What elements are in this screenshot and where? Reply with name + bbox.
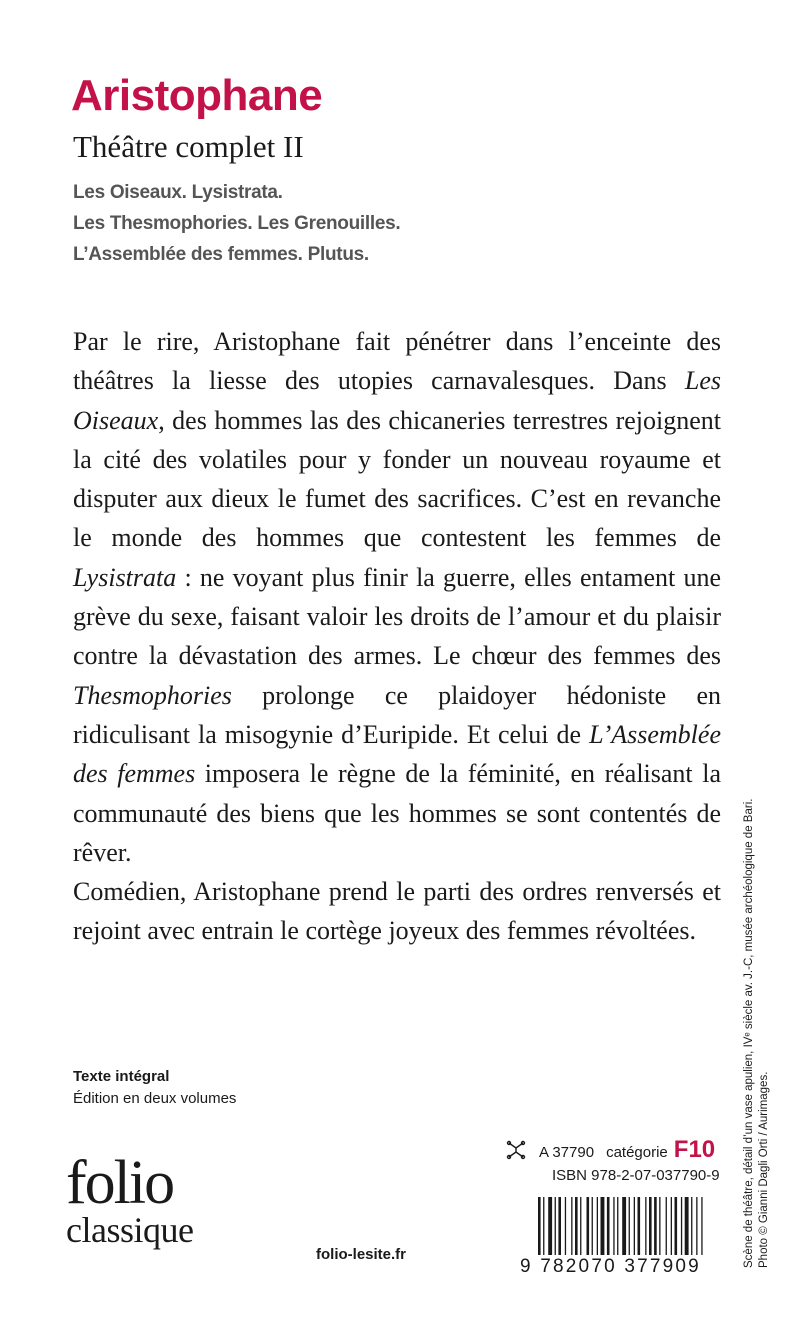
blurb-span: imposera le règne de la féminité, en réalisant la communauté des biens que les hommes se sont contentés de rêver. — [73, 759, 721, 867]
play-title-thesmophories: Thesmophories — [73, 680, 232, 710]
plays-line-1: Les Oiseaux. Lysistrata. — [73, 182, 283, 203]
photo-credit — [742, 738, 772, 1268]
website-link[interactable]: folio-lesite.fr — [316, 1246, 407, 1263]
play-title-oiseaux: Les Oiseaux — [73, 366, 721, 435]
photo-credit-line-1: Scène de théâtre, détail d’un vase apulien, IVᵉ siècle av. J.-C, musée archéologique de Bari. — [743, 798, 755, 1268]
plays-line-3: L’Assemblée des femmes. Plutus. — [73, 244, 369, 265]
blurb-paragraph-2: Comédien, Aristophane prend le parti des ordres renversés et rejoint avec entrain le cortège joyeux des femmes révoltées. — [73, 877, 721, 946]
author-name: Aristophane — [71, 71, 323, 120]
blurb-span: , des hommes las des chicaneries terrestres rejoignent la cité des volatiles pour y fonder un nouveau royaume et disputer aux dieux le fumet des sacrifices. C’est en revanche le monde des hommes que contestent les femmes de — [73, 405, 721, 553]
book-title: Théâtre complet II — [73, 129, 304, 164]
blurb-text — [73, 322, 721, 951]
publisher-emblem-icon — [505, 1139, 527, 1161]
blurb-paragraph-1 — [73, 322, 721, 872]
plays-list — [73, 177, 400, 270]
plays-line-2: Les Thesmophories. Les Grenouilles. — [73, 213, 401, 234]
play-title-lysistrata: Lysistrata — [73, 562, 177, 592]
barcode-icon — [538, 1197, 718, 1255]
folio-logo-line-1: folio — [66, 1149, 174, 1217]
blurb-span: prolonge ce plaidoyer hédoniste en ridiculisant la misogynie d’Euripide. Et celui de — [73, 680, 721, 749]
edition-info — [73, 1066, 236, 1110]
folio-logo-line-2: classique — [66, 1210, 194, 1250]
category-code: F10 — [673, 1136, 716, 1163]
catalog-codes — [505, 1136, 720, 1184]
catalog-row — [505, 1136, 720, 1164]
isbn: ISBN 978-2-07-037790-9 — [552, 1167, 720, 1184]
blurb-span: : ne voyant plus finir la guerre, elles entament une grève du sexe, faisant valoir les droits de l’amour et du plaisir contre la dévastation des armes. Le chœur des femmes des — [73, 562, 721, 671]
article-code: A 37790 — [539, 1144, 595, 1161]
category-label: catégorie — [606, 1144, 668, 1161]
blurb-span: Par le rire, Aristophane fait pénétrer dans l’enceinte des théâtres la liesse des utopies carnavalesques. Dans — [73, 327, 721, 396]
barcode-digits: 9 782070 377909 — [520, 1256, 701, 1277]
edition-line-1: Texte intégral — [73, 1068, 170, 1085]
edition-line-2: Édition en deux volumes — [73, 1090, 237, 1107]
folio-classique-logo — [66, 1149, 194, 1250]
photo-credit-line-2: Photo © Gianni Dagli Orti / Aurimages. — [758, 1071, 770, 1268]
play-title-assemblee: L’Assemblée des femmes — [73, 719, 721, 789]
